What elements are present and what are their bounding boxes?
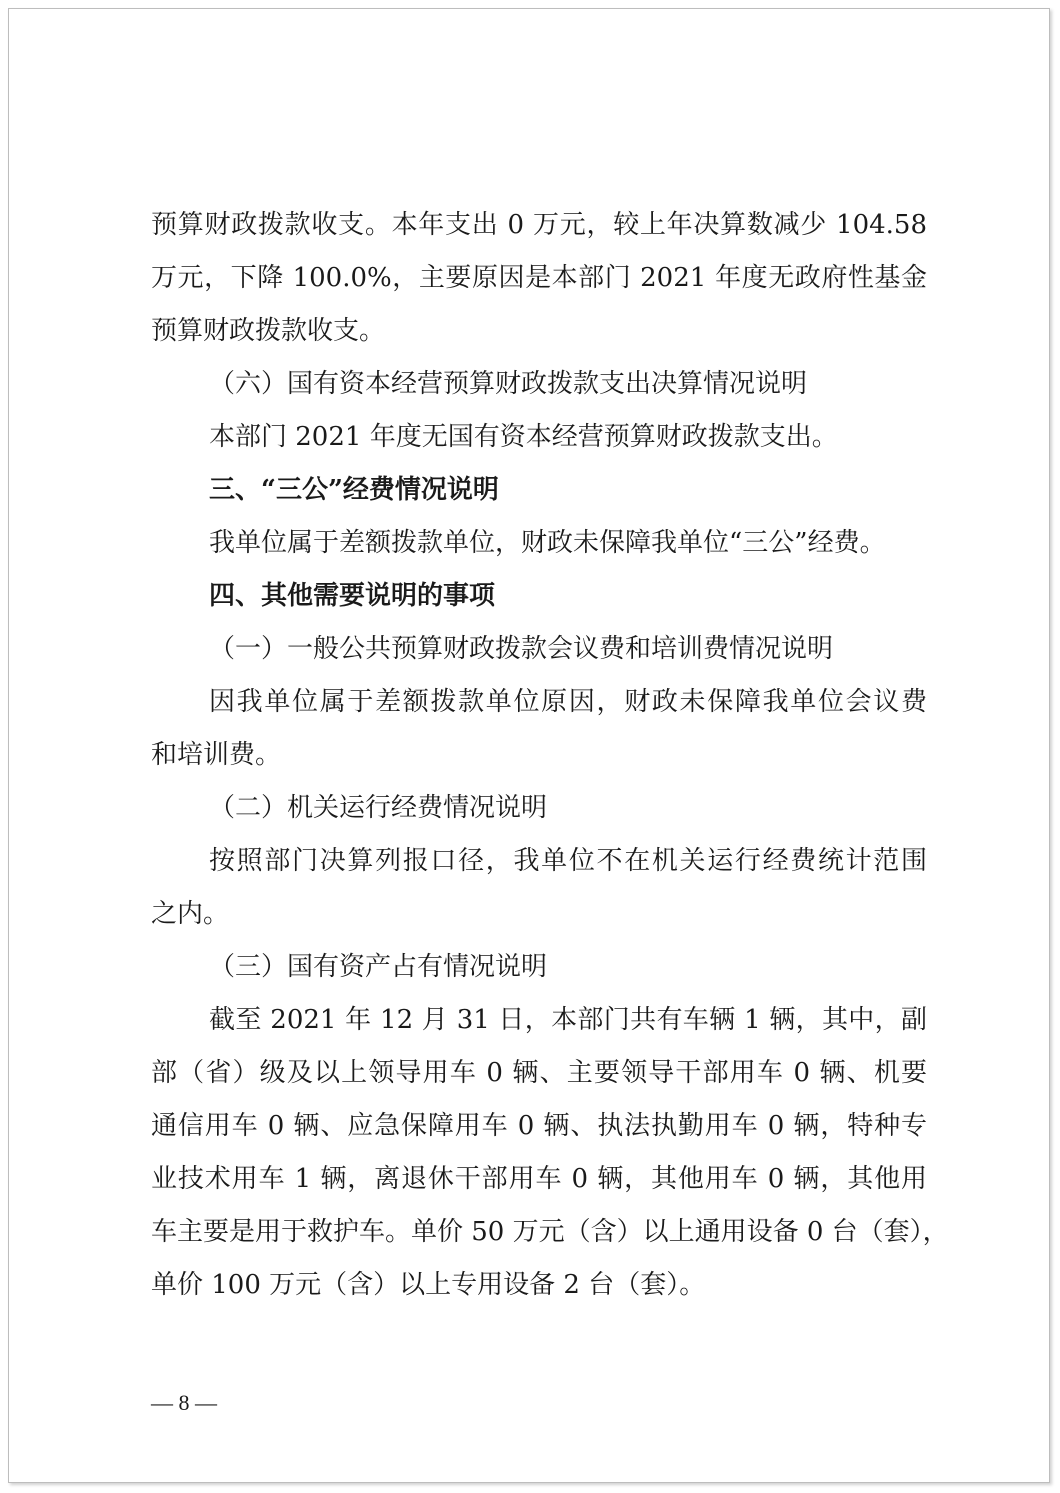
paragraph-line: 预算财政拨款收支。 (151, 316, 386, 346)
paragraph-line: 业技术用车 1 辆，离退休干部用车 0 辆，其他用车 0 辆，其他用 (151, 1164, 927, 1194)
paragraph-line: 万元，下降 100.0%，主要原因是本部门 2021 年度无政府性基金 (151, 263, 927, 293)
paragraph-line: 我单位属于差额拨款单位，财政未保障我单位“三公”经费。 (209, 528, 886, 558)
paragraph-line: 按照部门决算列报口径，我单位不在机关运行经费统计范围 (209, 846, 927, 876)
paragraph-line: 预算财政拨款收支。本年支出 0 万元，较上年决算数减少 104.58 (151, 210, 927, 240)
subsection-heading-2: （二）机关运行经费情况说明 (209, 793, 548, 823)
paragraph-line: 本部门 2021 年度无国有资本经营预算财政拨款支出。 (209, 422, 838, 452)
paragraph-line: 通信用车 0 辆、应急保障用车 0 辆、执法执勤用车 0 辆，特种专 (151, 1111, 927, 1141)
subsection-heading-3: （三）国有资产占有情况说明 (209, 952, 548, 982)
paragraph-line: 和培训费。 (151, 740, 282, 770)
paragraph-line: 车主要是用于救护车。单价 50 万元（含）以上通用设备 0 台（套）， (151, 1217, 949, 1247)
paragraph-line: 单价 100 万元（含）以上专用设备 2 台（套）。 (151, 1270, 706, 1300)
section-heading-4: 四、其他需要说明的事项 (209, 581, 496, 611)
paragraph-line: 截至 2021 年 12 月 31 日，本部门共有车辆 1 辆，其中，副 (209, 1005, 927, 1035)
subsection-heading-1: （一）一般公共预算财政拨款会议费和培训费情况说明 (209, 634, 834, 664)
page-number: — 8 — (151, 1390, 217, 1415)
section-heading-3: 三、“三公”经费情况说明 (209, 475, 499, 505)
section-heading-6: （六）国有资本经营预算财政拨款支出决算情况说明 (209, 369, 808, 399)
document-page (8, 8, 1050, 1483)
paragraph-line: 部（省）级及以上领导用车 0 辆、主要领导干部用车 0 辆、机要 (151, 1058, 927, 1088)
paragraph-line: 因我单位属于差额拨款单位原因，财政未保障我单位会议费 (209, 687, 927, 717)
paragraph-line: 之内。 (151, 899, 230, 929)
